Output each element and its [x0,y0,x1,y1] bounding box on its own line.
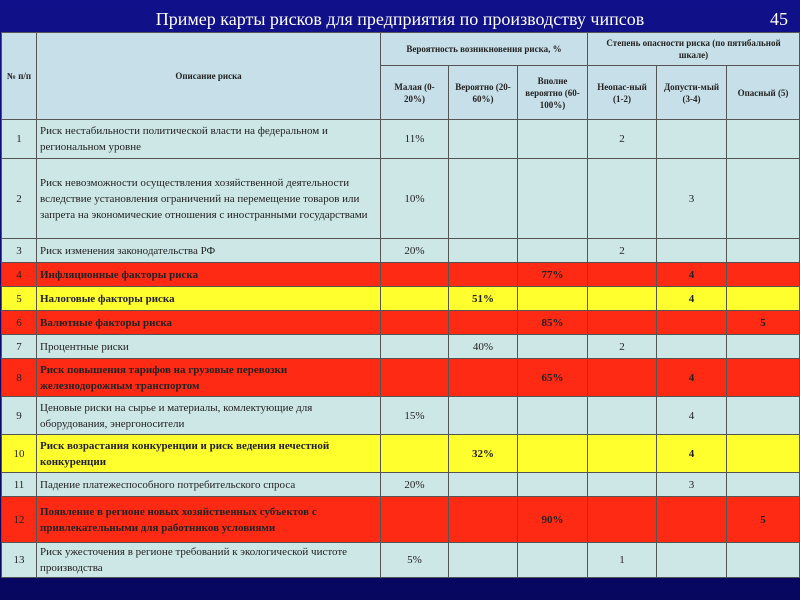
table-row [2,435,800,473]
cell-p-mid [449,263,518,287]
cell-s-mid [657,120,727,159]
cell-p-mid: 40% [449,335,518,359]
cell-p-mid [449,473,518,497]
cell-s-high [727,287,800,311]
cell-s-mid: 4 [657,287,727,311]
table-row [2,335,800,359]
cell-num: 4 [2,263,37,287]
cell-s-low [588,497,657,543]
cell-p-mid: 32% [449,435,518,473]
cell-num: 8 [2,359,37,397]
cell-s-low [588,311,657,335]
cell-desc: Налоговые факторы риска [37,287,381,311]
table-row [2,359,800,397]
cell-s-high [727,397,800,435]
cell-p-low [381,287,449,311]
cell-p-low: 20% [381,473,449,497]
cell-desc: Процентные риски [37,335,381,359]
table-row [2,263,800,287]
cell-p-high: 90% [518,497,588,543]
cell-p-mid [449,359,518,397]
cell-num: 12 [2,497,37,543]
cell-desc: Падение платежеспособного потребительского спроса [37,473,381,497]
cell-desc: Валютные факторы риска [37,311,381,335]
table-row [2,120,800,159]
cell-s-mid [657,497,727,543]
cell-p-mid [449,397,518,435]
table-row [2,159,800,239]
cell-desc: Риск изменения законодательства РФ [37,239,381,263]
slide-number: 45 [770,9,788,29]
cell-p-mid [449,159,518,239]
cell-desc: Риск нестабильности политической власти на федеральном и региональном уровне [37,120,381,159]
cell-p-high [518,397,588,435]
header-severity-group: Степень опасности риска (по пятибальной шкале) [588,33,800,66]
cell-p-high: 65% [518,359,588,397]
cell-p-low: 20% [381,239,449,263]
cell-s-mid: 4 [657,435,727,473]
cell-p-low: 11% [381,120,449,159]
header-description: Описание риска [37,33,381,120]
cell-desc: Риск повышения тарифов на грузовые перевозки железнодорожным транспортом [37,359,381,397]
cell-num: 7 [2,335,37,359]
cell-num: 3 [2,239,37,263]
cell-p-mid [449,311,518,335]
cell-s-low [588,159,657,239]
cell-p-high [518,239,588,263]
cell-s-mid: 3 [657,473,727,497]
cell-s-low [588,473,657,497]
cell-p-high: 85% [518,311,588,335]
cell-p-mid: 51% [449,287,518,311]
cell-desc: Ценовые риски на сырье и материалы, комлектующие для оборудования, энергоносители [37,397,381,435]
cell-desc: Инфляционные факторы риска [37,263,381,287]
cell-p-mid [449,543,518,578]
cell-s-low [588,397,657,435]
header-sev-mid: Допусти-мый (3-4) [657,66,727,120]
cell-p-low [381,497,449,543]
cell-p-mid [449,120,518,159]
cell-p-low [381,359,449,397]
cell-s-mid: 4 [657,359,727,397]
cell-s-mid: 4 [657,263,727,287]
table-row [2,287,800,311]
cell-p-high [518,287,588,311]
cell-p-mid [449,497,518,543]
cell-s-high [727,239,800,263]
cell-s-high [727,120,800,159]
cell-s-high [727,335,800,359]
cell-s-mid [657,311,727,335]
cell-desc: Появление в регионе новых хозяйственных субъектов с привлекательными для работников условиями [37,497,381,543]
cell-s-high [727,435,800,473]
cell-s-mid [657,543,727,578]
cell-s-high [727,543,800,578]
header-sev-high: Опасный (5) [727,66,800,120]
cell-s-mid: 3 [657,159,727,239]
cell-num: 2 [2,159,37,239]
cell-s-high [727,359,800,397]
header-num: № п/п [2,33,37,120]
cell-s-low: 2 [588,120,657,159]
cell-s-high [727,263,800,287]
cell-p-high [518,435,588,473]
header-prob-high: Вполне вероятно (60-100%) [518,66,588,120]
cell-s-low: 2 [588,335,657,359]
cell-num: 9 [2,397,37,435]
cell-p-mid [449,239,518,263]
table-row [2,311,800,335]
header-prob-low: Малая (0-20%) [381,66,449,120]
header-sev-low: Неопас-ный (1-2) [588,66,657,120]
cell-s-low [588,359,657,397]
cell-s-high: 5 [727,311,800,335]
cell-p-low [381,335,449,359]
risk-map-table [1,32,800,578]
cell-s-mid [657,335,727,359]
cell-s-high [727,473,800,497]
cell-desc: Риск ужесточения в регионе требований к экологической чистоте производства [37,543,381,578]
cell-p-low [381,263,449,287]
cell-s-low: 1 [588,543,657,578]
cell-num: 1 [2,120,37,159]
cell-num: 6 [2,311,37,335]
cell-s-mid: 4 [657,397,727,435]
cell-num: 10 [2,435,37,473]
cell-s-low [588,287,657,311]
cell-num: 13 [2,543,37,578]
cell-desc: Риск возрастания конкуренции и риск ведения нечестной конкуренции [37,435,381,473]
cell-desc: Риск невозможности осуществления хозяйственной деятельности вследствие установления ограничений на перемещение товаров или запрета на экономические отношения с иностранными государствами [37,159,381,239]
cell-p-high [518,335,588,359]
header-prob-mid: Вероятно (20-60%) [449,66,518,120]
cell-p-high [518,120,588,159]
cell-p-low [381,311,449,335]
cell-p-low [381,435,449,473]
table-row [2,239,800,263]
cell-p-high: 77% [518,263,588,287]
cell-num: 11 [2,473,37,497]
table-row [2,473,800,497]
slide-title: Пример карты рисков для предприятия по производству чипсов [155,9,645,29]
table-row [2,397,800,435]
cell-p-high [518,159,588,239]
cell-p-low: 10% [381,159,449,239]
cell-s-mid [657,239,727,263]
cell-p-high [518,543,588,578]
cell-s-high: 5 [727,497,800,543]
cell-p-high [518,473,588,497]
cell-num: 5 [2,287,37,311]
cell-s-high [727,159,800,239]
table-row [2,543,800,578]
table-row [2,497,800,543]
cell-s-low: 2 [588,239,657,263]
cell-s-low [588,263,657,287]
risk-table-body [2,120,800,578]
cell-p-low: 5% [381,543,449,578]
header-probability-group: Вероятность возникновения риска, % [381,33,588,66]
cell-s-low [588,435,657,473]
cell-p-low: 15% [381,397,449,435]
